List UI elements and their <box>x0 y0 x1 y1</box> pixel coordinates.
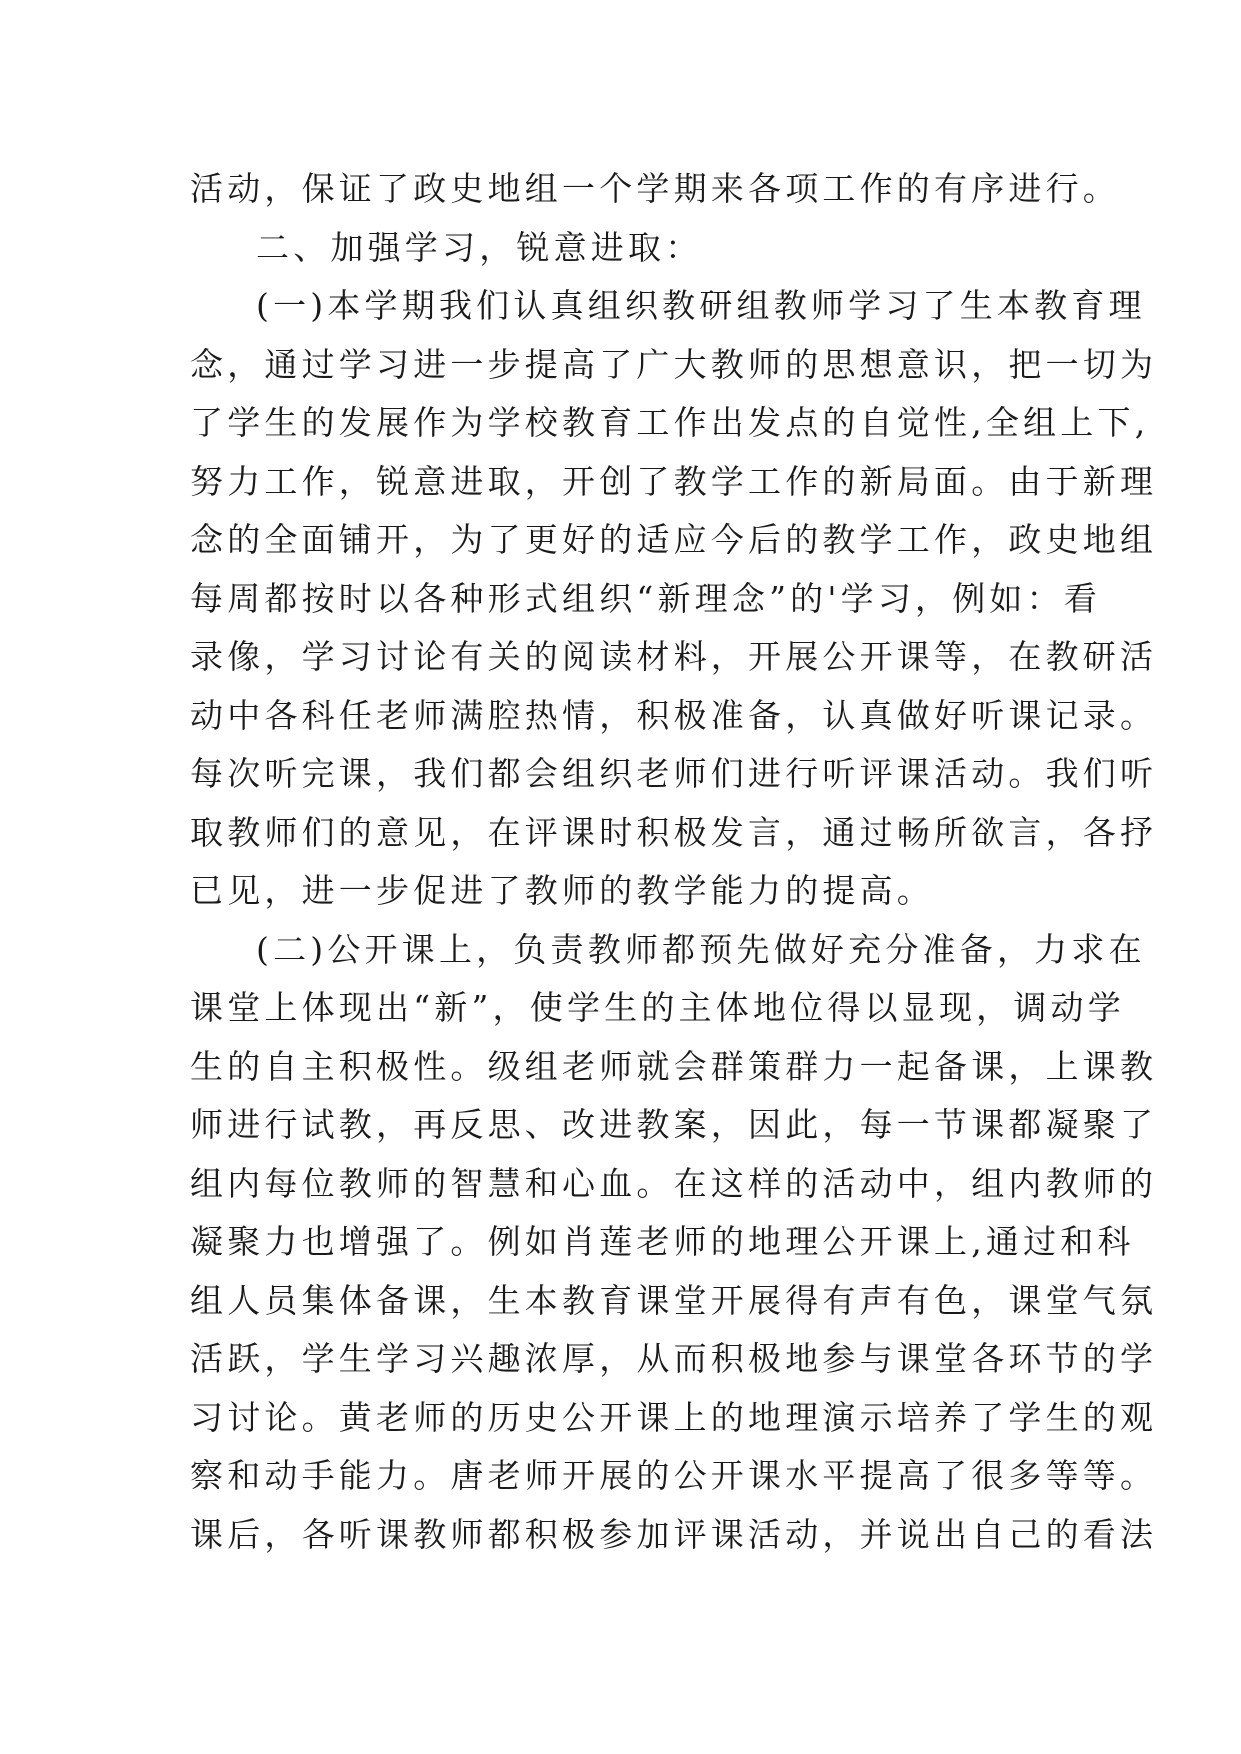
text-line: (二)公开课上，负责教师都预先做好充分准备，力求在 <box>256 929 1146 969</box>
text-line: 念的全面铺开，为了更好的适应今后的教学工作，政史地组 <box>190 520 1158 559</box>
text-line: 察和动手能力。唐老师开展的公开课水平提高了很多等等。 <box>190 1456 1158 1495</box>
section-heading: 二、加强学习，锐意进取： <box>256 227 703 267</box>
body-text <box>190 160 1158 1564</box>
text-line: 念，通过学习进一步提高了广大教师的思想意识，把一切为 <box>190 344 1158 384</box>
text-line: 已见，进一步促进了教师的教学能力的提高。 <box>190 871 934 910</box>
text-line: 活跃，学生学习兴趣浓厚，从而积极地参与课堂各环节的学 <box>190 1339 1158 1378</box>
text-line: 习讨论。黄老师的历史公开课上的地理演示培养了学生的观 <box>190 1397 1158 1437</box>
text-line: 努力工作，锐意进取，开创了教学工作的新局面。由于新理 <box>190 461 1158 501</box>
text-line: 凝聚力也增强了。例如肖莲老师的地理公开课上,通过和科 <box>190 1222 1135 1261</box>
text-line: 每周都按时以各种形式组织“新理念”的'学习，例如：看 <box>190 578 1102 618</box>
text-line: 取教师们的意见，在评课时积极发言，通过畅所欲言，各抒 <box>190 812 1158 852</box>
text-line: 课后，各听课教师都积极参加评课活动，并说出自己的看法 <box>190 1514 1158 1554</box>
text-line: 了学生的发展作为学校教育工作出发点的自觉性,全组上下, <box>190 403 1150 442</box>
text-line: 师进行试教，再反思、改进教案，因此，每一节课都凝聚了 <box>190 1105 1158 1144</box>
text-line: 活动，保证了政史地组一个学期来各项工作的有序进行。 <box>190 169 1120 208</box>
text-line: 组内每位教师的智慧和心血。在这样的活动中，组内教师的 <box>190 1163 1158 1203</box>
text-line: 录像，学习讨论有关的阅读材料，开展公开课等，在教研活 <box>190 637 1158 676</box>
text-line: 组人员集体备课，生本教育课堂开展得有声有色，课堂气氛 <box>190 1280 1158 1320</box>
text-line: (一)本学期我们认真组织教研组教师学习了生本教育理 <box>256 286 1146 325</box>
text-line: 动中各科任老师满腔热情，积极准备，认真做好听课记录。 <box>190 695 1158 735</box>
text-line: 生的自主积极性。级组老师就会群策群力一起备课，上课教 <box>190 1046 1158 1086</box>
text-line: 课堂上体现出“新”，使学生的主体地位得以显现，调动学 <box>190 988 1125 1027</box>
text-line: 每次听完课，我们都会组织老师们进行听评课活动。我们听 <box>190 754 1158 793</box>
